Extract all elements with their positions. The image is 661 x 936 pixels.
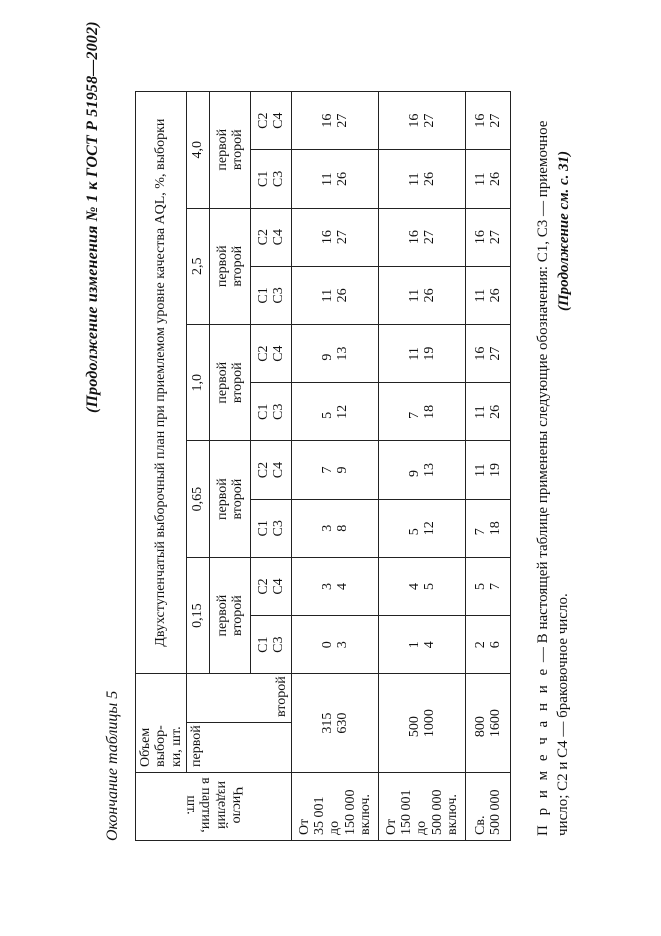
value-cell: 11 26	[466, 266, 511, 324]
value-cell: 7 18	[379, 383, 466, 441]
value-cell: 16 27	[379, 208, 466, 266]
note-label: П р и м е ч а н и е	[535, 665, 551, 836]
sample-size: 800 1600	[466, 674, 511, 773]
document-running-title: (Продолжение изменения № 1 к ГОСТ Р 51958—2002)	[84, 21, 101, 413]
aql-25: 2,5	[187, 208, 210, 324]
code-reject: С2 С4	[251, 208, 292, 266]
value-cell: 7 9	[292, 441, 379, 499]
value-cell: 3 8	[292, 499, 379, 557]
value-cell: 11 26	[466, 383, 511, 441]
plan-header: Двухступенчатый выборочный план при приемлемом уровне качества AQL, %, выборки	[136, 92, 187, 674]
value-cell: 9 13	[379, 441, 466, 499]
value-cell: 11 26	[292, 266, 379, 324]
first-sample-header: первой	[187, 723, 292, 773]
value-cell: 16 27	[292, 92, 379, 150]
lot-size: От 35 001 до 150 000 включ.	[292, 773, 379, 841]
lot-size-header: Число изделий в партии, шт.	[136, 773, 292, 841]
value-cell: 5 12	[379, 499, 466, 557]
sample-size: 315 630	[292, 674, 379, 773]
code-accept: С1 С3	[251, 616, 292, 674]
value-cell: 11 26	[292, 150, 379, 208]
sample-size: 500 1000	[379, 674, 466, 773]
code-reject: С2 С4	[251, 441, 292, 499]
table-caption: Окончание таблицы 5	[104, 690, 121, 841]
code-reject: С2 С4	[251, 325, 292, 383]
code-accept: С1 С3	[251, 499, 292, 557]
value-cell: 11 19	[379, 325, 466, 383]
table-row	[292, 92, 379, 841]
second-sample-header: второй	[187, 674, 292, 723]
lot-size: Св. 500 000	[466, 773, 511, 841]
value-cell: 9 13	[292, 325, 379, 383]
stage-label: первой второй	[210, 92, 251, 209]
value-cell: 4 5	[379, 557, 466, 615]
aql-10: 1,0	[187, 325, 210, 441]
code-reject: С2 С4	[251, 92, 292, 150]
continuation-note: (Продолжение см. с. 31)	[556, 150, 572, 311]
value-cell: 2 6	[466, 616, 511, 674]
value-cell: 11 26	[466, 150, 511, 208]
value-cell: 1 4	[379, 616, 466, 674]
lot-size: От 150 001 до 500 000 включ.	[379, 773, 466, 841]
code-accept: С1 С3	[251, 383, 292, 441]
value-cell: 16 27	[292, 208, 379, 266]
value-cell: 11 19	[466, 441, 511, 499]
value-cell: 11 26	[379, 150, 466, 208]
stage-label: первой второй	[210, 557, 251, 673]
value-cell: 0 3	[292, 616, 379, 674]
value-cell: 16 27	[466, 325, 511, 383]
code-accept: С1 С3	[251, 266, 292, 324]
aql-40: 4,0	[187, 92, 210, 209]
value-cell: 7 18	[466, 499, 511, 557]
value-cell: 5 12	[292, 383, 379, 441]
value-cell: 11 26	[379, 266, 466, 324]
value-cell: 16 27	[466, 208, 511, 266]
code-reject: С2 С4	[251, 557, 292, 615]
stage-label: первой второй	[210, 441, 251, 557]
value-cell: 16 27	[379, 92, 466, 150]
value-cell: 5 7	[466, 557, 511, 615]
aql-065: 0,65	[187, 441, 210, 557]
value-cell: 16 27	[466, 92, 511, 150]
table-row	[379, 92, 466, 841]
aql-015: 0,15	[187, 557, 210, 673]
sampling-plan-table	[135, 91, 511, 841]
table-row	[466, 92, 511, 841]
sample-size-header: Объем выбор- ки, шт.	[136, 674, 187, 773]
stage-label: первой второй	[210, 208, 251, 324]
code-accept: С1 С3	[251, 150, 292, 208]
note-text: — В настоящей таблице применены следующие обозначения: С1, С3 — приемочное число; С2 и С4 — браковочное число.	[535, 120, 572, 836]
stage-label: первой второй	[210, 325, 251, 441]
value-cell: 3 4	[292, 557, 379, 615]
